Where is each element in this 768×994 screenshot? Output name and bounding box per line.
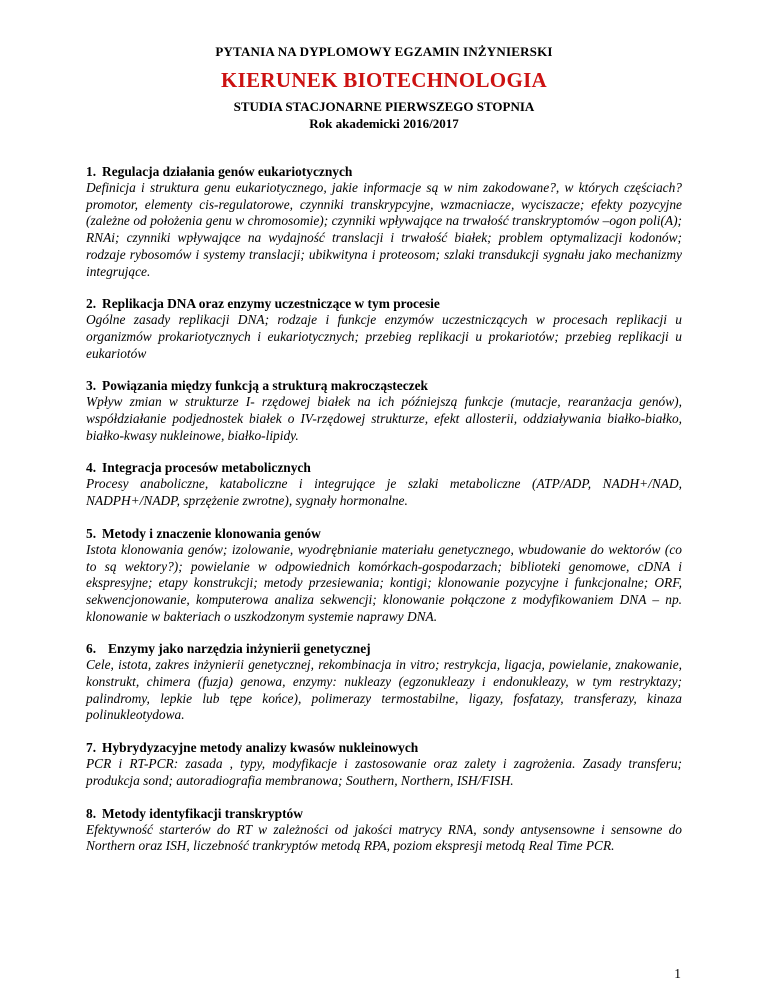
- question-title: [86, 806, 682, 822]
- question-description: Efektywność starterów do RT w zależności od jakości matrycy RNA, sondy antysensowne i sensowne do Northern oraz ISH, liczebność trankryptów metodą RPA, poziom ekspresji metodą Real Time PCR.: [86, 821, 682, 854]
- question-title: [86, 296, 682, 312]
- study-type-heading: STUDIA STACJONARNE PIERWSZEGO STOPNIA: [233, 99, 535, 114]
- question-section: [86, 296, 682, 362]
- question-title-text: Integracja procesów metabolicznych: [102, 460, 311, 476]
- question-description: Cele, istota, zakres inżynierii genetycznej, rekombinacja in vitro; restrykcja, ligacja, powielanie, znakowanie, konstrukt, chimera (fuzja) genowa, enzymy: nukleazy (egzonukleazy i endonukleazy, w tym restryktazy; palindromy, lepkie lub tępe końce), polimerazy termostabilne, ligazy, fosfatazy, transferazy, kinaza polinukleotydowa.: [86, 657, 682, 723]
- page-number: 1: [674, 966, 681, 981]
- question-section: [86, 460, 682, 509]
- question-description: Definicja i struktura genu eukariotycznego, jakie informacje są w nim zakodowane?, w których częściach? promotor, elementy cis-regulatorowe, czynniki transkrypcyjne, wzmacniacze, wyciszacze; efekty pozycyjne (zależne od położenia genu w chromosomie); czynniki wpływające na trwałość transkryptomów –ogon poli(A); RNAi; czynniki wpływające na wydajność translacji i trwałość białek; problem optymalizacji kodonów; rodzaje rybosomów i systemy translacji; ubikwityna i proteosom; szlaki transdukcji sygnału jako mechanizmy integrujące.: [86, 180, 682, 279]
- question-description: Ogólne zasady replikacji DNA; rodzaje i funkcje enzymów uczestniczących w procesach replikacji u organizmów prokariotycznych i eukariotycznych; przebieg replikacji u prokariotów; przebieg replikacji u eukariotów: [86, 312, 682, 361]
- question-description: Procesy anaboliczne, kataboliczne i integrujące je szlaki metaboliczne (ATP/ADP, NADH+/NAD, NADPH+/NADP, sprzężenie zwrotne), sygnały hormonalne.: [86, 476, 682, 509]
- question-number: 5.: [86, 525, 97, 541]
- question-section: [86, 526, 682, 626]
- question-title-text: Replikacja DNA oraz enzymy uczestniczące w tym procesie: [102, 296, 440, 312]
- question-title-text: Metody i znaczenie klonowania genów: [102, 525, 321, 541]
- question-description: Wpływ zmian w strukturze I- rzędowej białek na ich późniejszą funkcje (mutacje, rearanżacja genów), współdziałanie podjednostek białek o IV-rzędowej strukturze, efekt allosterii, oddziaływania białko-białko, białko-kwasy nukleinowe, białko-lipidy.: [86, 394, 682, 443]
- question-number: 3.: [86, 378, 97, 394]
- document-page: [86, 44, 682, 855]
- question-section: [86, 641, 682, 724]
- question-section: [86, 806, 682, 855]
- question-number: 8.: [86, 805, 97, 821]
- question-title-text: Metody identyfikacji transkryptów: [102, 805, 303, 821]
- question-section: [86, 378, 682, 444]
- question-title: [86, 641, 682, 657]
- question-title: [86, 740, 682, 756]
- field-of-study-title: KIERUNEK BIOTECHNOLOGIA: [220, 68, 548, 92]
- question-title-text: Enzymy jako narzędzia inżynierii genetycznej: [108, 641, 371, 657]
- question-description: Istota klonowania genów; izolowanie, wyodrębnianie materiału genetycznego, wbudowanie do wektorów (co to są wektory?); powielanie w odpowiednich komórkach-gospodarzach; biblioteki genomowe, cDNA i ekspresyjne; etapy konstrukcji; metody przesiewania; kontigi; klonowanie pozycyjne i funkcjonalne; ORF, sekwencjonowanie, komputerowa analiza sekwencji; klonowanie połączone z modyfikowaniem DNA – np. klonowanie w bakteriach o uszkodzonym systemie naprawy DNA.: [86, 541, 682, 624]
- question-title-text: Powiązania między funkcją a strukturą makrocząsteczek: [102, 378, 428, 394]
- question-title-text: Hybrydyzacyjne metody analizy kwasów nukleinowych: [102, 740, 419, 756]
- question-title: [86, 460, 682, 476]
- question-title-text: Regulacja działania genów eukariotycznych: [102, 164, 353, 179]
- question-list: [86, 164, 682, 855]
- question-section: [86, 164, 682, 280]
- question-title: [86, 378, 682, 394]
- question-number: 1.: [86, 164, 97, 179]
- academic-year-heading: Rok akademicki 2016/2017: [309, 116, 459, 131]
- question-number: 7.: [86, 740, 97, 756]
- question-number: 4.: [86, 460, 97, 476]
- question-number: 6.: [86, 641, 97, 657]
- question-number: 2.: [86, 296, 97, 312]
- question-title: [86, 526, 682, 542]
- question-description: PCR i RT-PCR: zasada , typy, modyfikacje i zastosowanie oraz zalety i zagrożenia. Zasady transferu; produkcja sond; autoradiografia membranowa; Southern, Northern, ISH/FISH.: [86, 756, 682, 788]
- question-title: [86, 164, 682, 180]
- question-section: [86, 740, 682, 789]
- exam-questions-heading: PYTANIA NA DYPLOMOWY EGZAMIN INŻYNIERSKI: [215, 44, 553, 59]
